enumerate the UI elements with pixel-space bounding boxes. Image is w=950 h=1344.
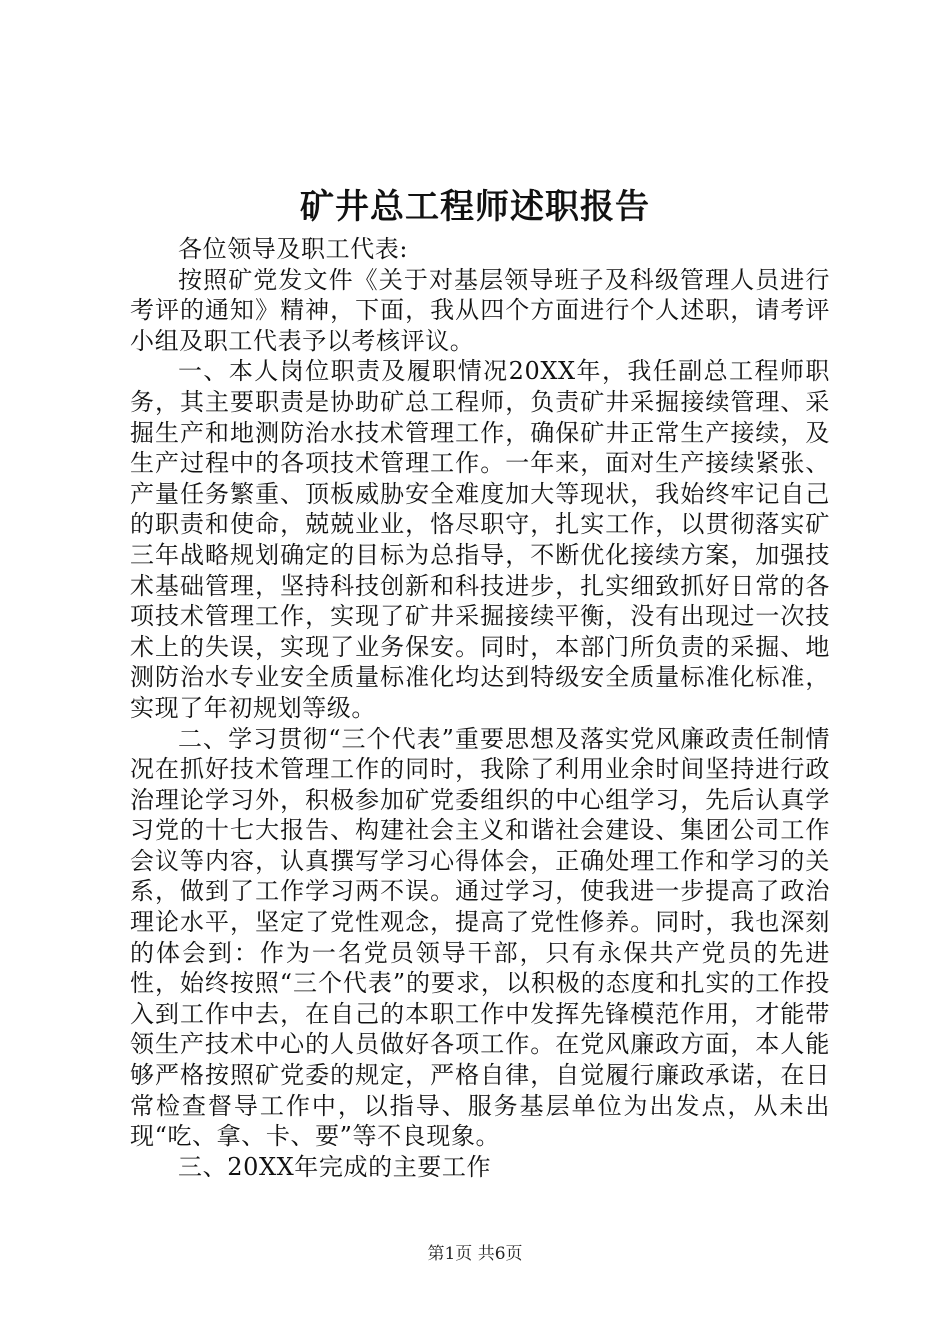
page-title: 矿井总工程师述职报告 [300, 187, 650, 227]
document-body [130, 234, 830, 1182]
paragraph-intro: 按照矿党发文件《关于对基层领导班子及科级管理人员进行考评的通知》精神，下面，我从四个方面进行个人述职，请考评小组及职工代表予以考核评议。 [130, 265, 830, 355]
page-number-footer: 第1页 共6页 [427, 1244, 523, 1264]
paragraph-section-2: 二、学习贯彻“三个代表”重要思想及落实党风廉政责任制情况在抓好技术管理工作的同时，我除了利用业余时间坚持进行政治理论学习外，积极参加矿党委组织的中心组学习，先后认真学习党的十七大报告、构建社会主义和谐社会建设、集团公司工作会议等内容，认真撰写学习心得体会，正确处理工作和学习的关系，做到了工作学习两不误。通过学习，使我进一步提高了政治理论水平，坚定了党性观念，提高了党性修养。同时，我也深刻的体会到：作为一名党员领导干部，只有永保共产党员的先进性，始终按照“三个代表”的要求，以积极的态度和扎实的工作投入到工作中去，在自己的本职工作中发挥先锋模范作用，才能带领生产技术中心的人员做好各项工作。在党风廉政方面，本人能够严格按照矿党委的规定，严格自律，自觉履行廉政承诺，在日常检查督导工作中，以指导、服务基层单位为出发点，从未出现“吃、拿、卡、要”等不良现象。 [130, 724, 830, 1151]
paragraph-salutation: 各位领导及职工代表: [178, 235, 409, 263]
paragraph-section-1: 一、本人岗位职责及履职情况20XX年，我任副总工程师职务，其主要职责是协助矿总工程师，负责矿井采掘接续管理、采掘生产和地测防治水技术管理工作，确保矿井正常生产接续，及生产过程中的各项技术管理工作。一年来，面对生产接续紧张、产量任务繁重、顶板威胁安全难度加大等现状，我始终牢记自己的职责和使命，兢兢业业，恪尽职守，扎实工作，以贯彻落实矿三年战略规划确定的目标为总指导，不断优化接续方案，加强技术基础管理，坚持科技创新和科技进步，扎实细致抓好日常的各项技术管理工作，实现了矿井采掘接续平衡，没有出现过一次技术上的失误，实现了业务保安。同时，本部门所负责的采掘、地测防治水专业安全质量标准化均达到特级安全质量标准化标准，实现了年初规划等级。 [130, 357, 830, 722]
paragraph-section-3-heading: 三、20XX年完成的主要工作 [178, 1152, 492, 1181]
